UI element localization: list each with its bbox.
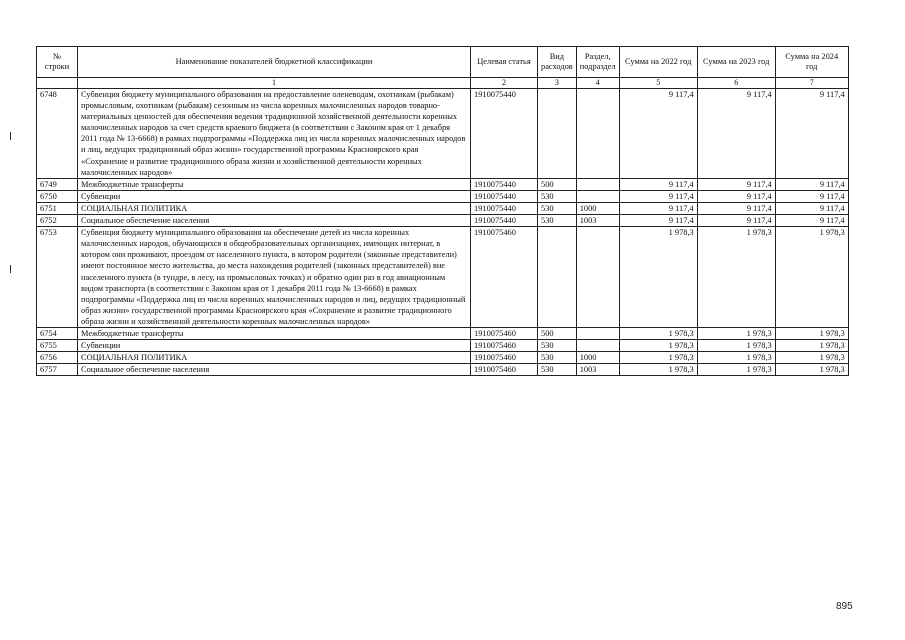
- sum-2022-cell: 1 978,3: [619, 364, 697, 376]
- header-row-no: № строки: [37, 47, 78, 78]
- target-article-cell: 1910075440: [471, 190, 538, 202]
- header-row: [37, 47, 849, 78]
- row-number-cell: 6749: [37, 178, 78, 190]
- row-name-cell: Субвенции: [78, 190, 471, 202]
- header-name: Наименование показателей бюджетной классификации: [78, 47, 471, 78]
- section-cell: 1003: [576, 364, 619, 376]
- sum-2022-cell: 1 978,3: [619, 340, 697, 352]
- expense-type-cell: [538, 227, 577, 328]
- sum-2023-cell: 1 978,3: [697, 352, 775, 364]
- section-cell: [576, 340, 619, 352]
- margin-mark: [10, 132, 11, 140]
- row-name-cell: СОЦИАЛЬНАЯ ПОЛИТИКА: [78, 352, 471, 364]
- row-name-cell: Социальное обеспечение населения: [78, 364, 471, 376]
- sum-2024-cell: 9 117,4: [775, 190, 848, 202]
- row-number-cell: 6757: [37, 364, 78, 376]
- sum-2023-cell: 9 117,4: [697, 215, 775, 227]
- expense-type-cell: 530: [538, 364, 577, 376]
- row-name-cell: Субвенция бюджету муниципального образования на обеспечение детей из числа коренных малочисленных народов, обучающихся в общеобразовательных организациях, имеющих интернат, в котором они проживают, проездом от населенного пункта, в котором родители (законные представители) имеют постоянное место жительства, до места нахождения родителей (законных представителей) вне населенного пункта (в тундре, в лесу, на промысловых точках) и обратно один раз в год авиационным видом транспорта (в соответствии с Законом края от 1 декабря 2011 года № 13-6668) в рамках подпрограммы «Поддержка лиц из числа коренных малочисленных народов и лиц, ведущих традиционный образ жизни» государственной программы Красноярского края «Сохранение и развитие традиционного образа жизни и хозяйственной деятельности коренных малочисленных народов»: [78, 227, 471, 328]
- sum-2022-cell: 1 978,3: [619, 352, 697, 364]
- table-row: [37, 190, 849, 202]
- sum-2022-cell: 1 978,3: [619, 227, 697, 328]
- sum-2023-cell: 1 978,3: [697, 227, 775, 328]
- expense-type-cell: 500: [538, 327, 577, 339]
- expense-type-cell: 530: [538, 202, 577, 214]
- sum-2023-cell: 9 117,4: [697, 89, 775, 179]
- sum-2022-cell: 9 117,4: [619, 190, 697, 202]
- sum-2022-cell: 9 117,4: [619, 215, 697, 227]
- page-number: 895: [836, 601, 853, 612]
- table-row: [37, 227, 849, 328]
- section-cell: [576, 190, 619, 202]
- header-sum-2023: Сумма на 2023 год: [697, 47, 775, 78]
- table-row: [37, 364, 849, 376]
- row-number-cell: 6751: [37, 202, 78, 214]
- section-cell: 1003: [576, 215, 619, 227]
- row-number-cell: 6748: [37, 89, 78, 179]
- table-row: [37, 327, 849, 339]
- header-sum-2022: Сумма на 2022 год: [619, 47, 697, 78]
- sum-2024-cell: 9 117,4: [775, 89, 848, 179]
- sum-2023-cell: 9 117,4: [697, 190, 775, 202]
- sum-2024-cell: 1 978,3: [775, 327, 848, 339]
- row-number-cell: 6754: [37, 327, 78, 339]
- expense-type-cell: 530: [538, 190, 577, 202]
- sum-2024-cell: 1 978,3: [775, 352, 848, 364]
- target-article-cell: 1910075460: [471, 364, 538, 376]
- target-article-cell: 1910075440: [471, 89, 538, 179]
- sum-2024-cell: 1 978,3: [775, 364, 848, 376]
- target-article-cell: 1910075460: [471, 340, 538, 352]
- table-row: [37, 89, 849, 179]
- row-name-cell: Субвенции: [78, 340, 471, 352]
- table-row: [37, 340, 849, 352]
- column-number: 4: [576, 78, 619, 89]
- sum-2024-cell: 9 117,4: [775, 202, 848, 214]
- row-name-cell: СОЦИАЛЬНАЯ ПОЛИТИКА: [78, 202, 471, 214]
- table-row: [37, 215, 849, 227]
- expense-type-cell: 530: [538, 215, 577, 227]
- sum-2023-cell: 9 117,4: [697, 178, 775, 190]
- sum-2024-cell: 1 978,3: [775, 340, 848, 352]
- target-article-cell: 1910075460: [471, 227, 538, 328]
- column-number-row: [37, 78, 849, 89]
- expense-type-cell: [538, 89, 577, 179]
- row-name-cell: Межбюджетные трансферты: [78, 178, 471, 190]
- target-article-cell: 1910075440: [471, 202, 538, 214]
- sum-2024-cell: 9 117,4: [775, 215, 848, 227]
- row-name-cell: Социальное обеспечение населения: [78, 215, 471, 227]
- section-cell: [576, 227, 619, 328]
- sum-2024-cell: 1 978,3: [775, 227, 848, 328]
- column-number: [37, 78, 78, 89]
- column-number: 1: [78, 78, 471, 89]
- header-section: Раздел, подраздел: [576, 47, 619, 78]
- target-article-cell: 1910075460: [471, 352, 538, 364]
- section-cell: [576, 178, 619, 190]
- sum-2022-cell: 1 978,3: [619, 327, 697, 339]
- budget-table: [36, 46, 849, 376]
- sum-2024-cell: 9 117,4: [775, 178, 848, 190]
- table-row: [37, 352, 849, 364]
- header-sum-2024: Сумма на 2024 год: [775, 47, 848, 78]
- table-row: [37, 202, 849, 214]
- sum-2022-cell: 9 117,4: [619, 89, 697, 179]
- expense-type-cell: 500: [538, 178, 577, 190]
- expense-type-cell: 530: [538, 340, 577, 352]
- row-number-cell: 6750: [37, 190, 78, 202]
- sum-2023-cell: 1 978,3: [697, 364, 775, 376]
- row-name-cell: Межбюджетные трансферты: [78, 327, 471, 339]
- section-cell: [576, 89, 619, 179]
- row-number-cell: 6752: [37, 215, 78, 227]
- sum-2022-cell: 9 117,4: [619, 178, 697, 190]
- target-article-cell: 1910075440: [471, 215, 538, 227]
- sum-2023-cell: 1 978,3: [697, 340, 775, 352]
- row-number-cell: 6756: [37, 352, 78, 364]
- section-cell: 1000: [576, 202, 619, 214]
- column-number: 6: [697, 78, 775, 89]
- row-name-cell: Субвенция бюджету муниципального образования на предоставление оленеводам, охотникам (рыбакам) промысловым, охотникам (рыбакам) сезонным из числа коренных малочисленных народов товарно-материальных ценностей для обеспечения ведения традиционной хозяйственной деятельности коренных малочисленных народов за счет средств краевого бюджета (в соответствии с Законом края от 1 декабря 2011 года № 13-6668) в рамках подпрограммы «Поддержка лиц из числа коренных малочисленных народов и лиц, ведущих традиционный образ жизни» государственной программы Красноярского края «Сохранение и развитие традиционного образа жизни и хозяйственной деятельности коренных малочисленных народов»: [78, 89, 471, 179]
- row-number-cell: 6753: [37, 227, 78, 328]
- column-number: 7: [775, 78, 848, 89]
- target-article-cell: 1910075440: [471, 178, 538, 190]
- table-body: [37, 89, 849, 376]
- margin-mark: [10, 265, 11, 273]
- sum-2022-cell: 9 117,4: [619, 202, 697, 214]
- column-number: 3: [538, 78, 577, 89]
- header-target: Целевая статья: [471, 47, 538, 78]
- header-expense-type: Вид расходов: [538, 47, 577, 78]
- column-number: 2: [471, 78, 538, 89]
- expense-type-cell: 530: [538, 352, 577, 364]
- row-number-cell: 6755: [37, 340, 78, 352]
- section-cell: [576, 327, 619, 339]
- target-article-cell: 1910075460: [471, 327, 538, 339]
- section-cell: 1000: [576, 352, 619, 364]
- sum-2023-cell: 9 117,4: [697, 202, 775, 214]
- column-number: 5: [619, 78, 697, 89]
- sum-2023-cell: 1 978,3: [697, 327, 775, 339]
- table-row: [37, 178, 849, 190]
